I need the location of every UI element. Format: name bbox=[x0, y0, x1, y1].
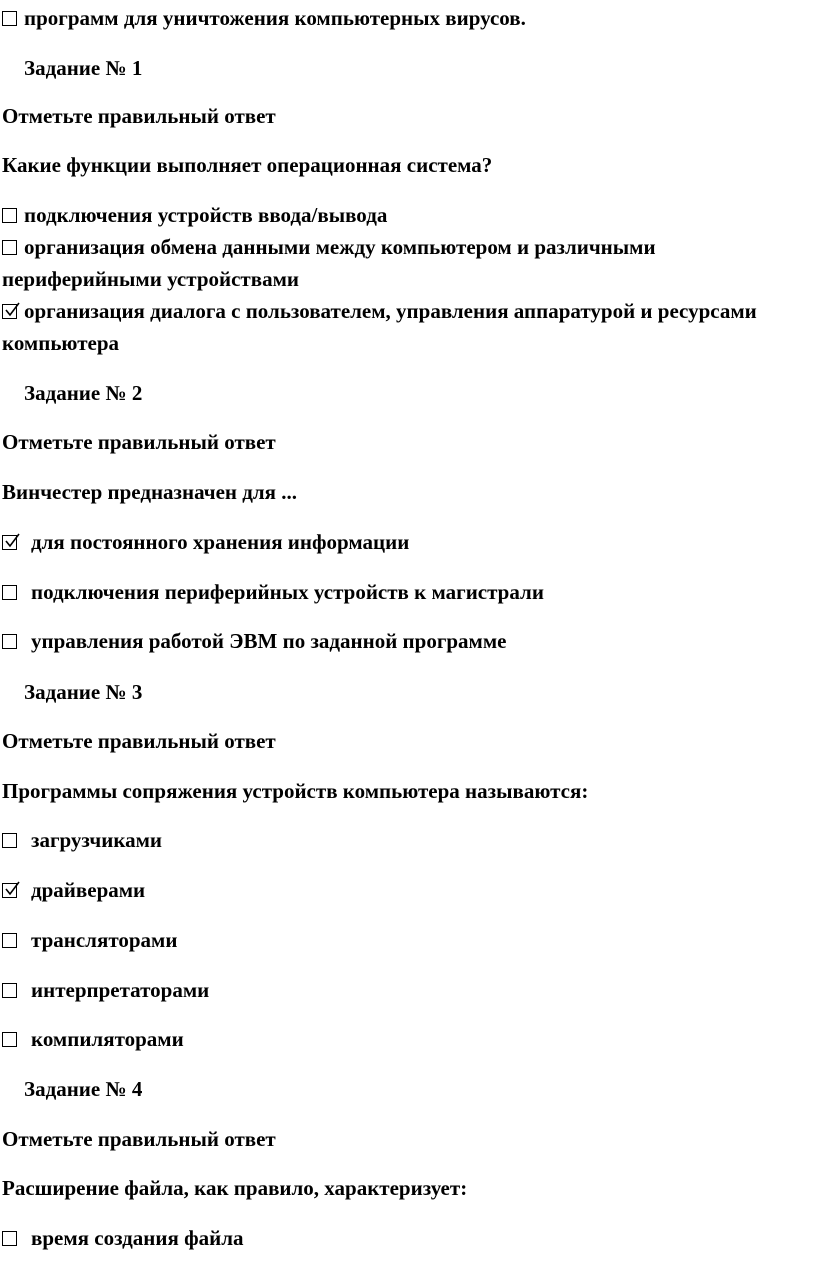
task-instruction: Отметьте правильный ответ bbox=[2, 430, 276, 454]
checkbox-checked-icon[interactable] bbox=[2, 304, 17, 319]
checkbox-checked-icon[interactable] bbox=[2, 535, 17, 550]
checkbox-unchecked-icon[interactable] bbox=[2, 208, 17, 223]
checkbox-unchecked-icon[interactable] bbox=[2, 11, 17, 26]
task-title: Задание № 2 bbox=[24, 381, 143, 405]
checkbox-unchecked-icon[interactable] bbox=[2, 833, 17, 848]
checkbox-unchecked-icon[interactable] bbox=[2, 1231, 17, 1246]
answer-option[interactable] bbox=[2, 5, 526, 31]
answer-option-text: подключения устройств ввода/вывода bbox=[24, 203, 388, 227]
answer-option-text: организация диалога с пользователем, управления аппаратурой и ресурсами компьютера bbox=[2, 299, 757, 355]
answer-option[interactable] bbox=[2, 295, 792, 359]
answer-option[interactable] bbox=[2, 202, 387, 228]
task-title: Задание № 4 bbox=[24, 1077, 143, 1101]
task-title: Задание № 1 bbox=[24, 56, 143, 80]
answer-option[interactable] bbox=[2, 628, 506, 654]
task-instruction: Отметьте правильный ответ bbox=[2, 1127, 276, 1151]
task-question: Программы сопряжения устройств компьютера называются: bbox=[2, 779, 589, 803]
answer-option[interactable] bbox=[2, 529, 409, 555]
answer-option[interactable] bbox=[2, 927, 177, 953]
checkbox-unchecked-icon[interactable] bbox=[2, 240, 17, 255]
answer-option-text: компиляторами bbox=[31, 1027, 184, 1051]
checkbox-unchecked-icon[interactable] bbox=[2, 983, 17, 998]
answer-option-text: для постоянного хранения информации bbox=[31, 530, 410, 554]
answer-option[interactable] bbox=[2, 579, 544, 605]
checkbox-unchecked-icon[interactable] bbox=[2, 933, 17, 948]
answer-option-text: подключения периферийных устройств к магистрали bbox=[31, 580, 544, 604]
answer-option[interactable] bbox=[2, 977, 209, 1003]
answer-option-text: загрузчиками bbox=[31, 828, 163, 852]
answer-option[interactable] bbox=[2, 1026, 184, 1052]
task-question: Винчестер предназначен для ... bbox=[2, 480, 298, 504]
answer-option[interactable] bbox=[2, 877, 145, 903]
task-question: Какие функции выполняет операционная система? bbox=[2, 153, 493, 177]
answer-option[interactable] bbox=[2, 1225, 243, 1251]
answer-option-text: драйверами bbox=[31, 878, 146, 902]
checkbox-checked-icon[interactable] bbox=[2, 883, 17, 898]
checkbox-unchecked-icon[interactable] bbox=[2, 634, 17, 649]
answer-option[interactable] bbox=[2, 827, 162, 853]
answer-option[interactable] bbox=[2, 231, 792, 295]
task-title: Задание № 3 bbox=[24, 680, 143, 704]
answer-option-text: организация обмена данными между компьютером и различными периферийными устройствами bbox=[2, 235, 656, 291]
task-instruction: Отметьте правильный ответ bbox=[2, 729, 276, 753]
checkbox-unchecked-icon[interactable] bbox=[2, 585, 17, 600]
answer-option-text: управления работой ЭВМ по заданной программе bbox=[31, 629, 507, 653]
task-question: Расширение файла, как правило, характеризует: bbox=[2, 1176, 468, 1200]
answer-option-text: интерпретаторами bbox=[31, 978, 210, 1002]
task-instruction: Отметьте правильный ответ bbox=[2, 104, 276, 128]
checkbox-unchecked-icon[interactable] bbox=[2, 1032, 17, 1047]
answer-option-text: программ для уничтожения компьютерных вирусов. bbox=[24, 6, 526, 30]
answer-option-text: трансляторами bbox=[31, 928, 178, 952]
answer-option-text: время создания файла bbox=[31, 1226, 244, 1250]
